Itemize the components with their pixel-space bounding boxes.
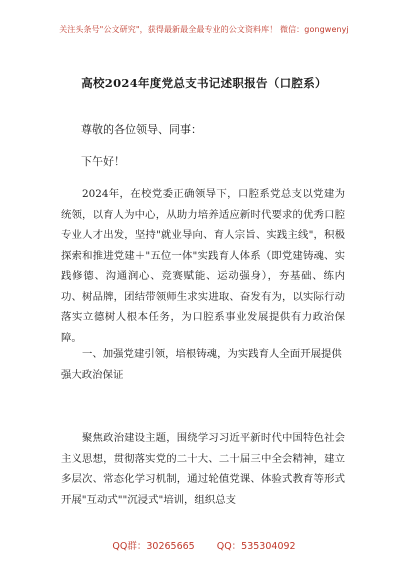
header-promo-note: 关注头条号"公文研究"，获得最新最全最专业的公文资料库！ 微信：gongwenyj (59, 25, 349, 34)
footer-qq-group: QQ群：30265665 (112, 541, 195, 552)
paragraph-intro: 2024年，在校党委正确领导下，口腔系党总支以党建为统领，以育人为中心，从助力培养适应新时代要求的优秀口腔专业人才出发，坚持"就业导向、育人宗旨、实践主线"，积极探索和推进党建＋"五位一体"实践育人体系（即党建铸魂、实践修德、沟通润心、竞赛赋能、运动强身），夯基础、练内功、树品牌，团结带领师生求实进取、奋发有为，以实际行动落实立德树人根本任务，为口腔系事业发展提供有力政治保障。 (61, 188, 345, 344)
footer-qq: QQ：535304092 (216, 541, 296, 552)
section-heading-1: 一、加强党建引领，培根铸魂，为实践育人全面开展提供强大政治保证 (61, 348, 342, 381)
salutation: 尊敬的各位领导、同事： (81, 123, 202, 136)
paragraph-section-1: 聚焦政治建设主题，围绕学习习近平新时代中国特色社会主义思想，贯彻落实党的二十大、二十届三中全会精神，建立多层次、常态化学习机制，通过轮值党课、体验式教育等形式开展"互动式""沉浸式"培训，组织总支 (61, 432, 345, 506)
greeting: 下午好！ (81, 155, 125, 168)
footer-contact (0, 538, 408, 552)
document-title: 高校2024年度党总支书记述职报告（口腔系） (81, 76, 327, 90)
